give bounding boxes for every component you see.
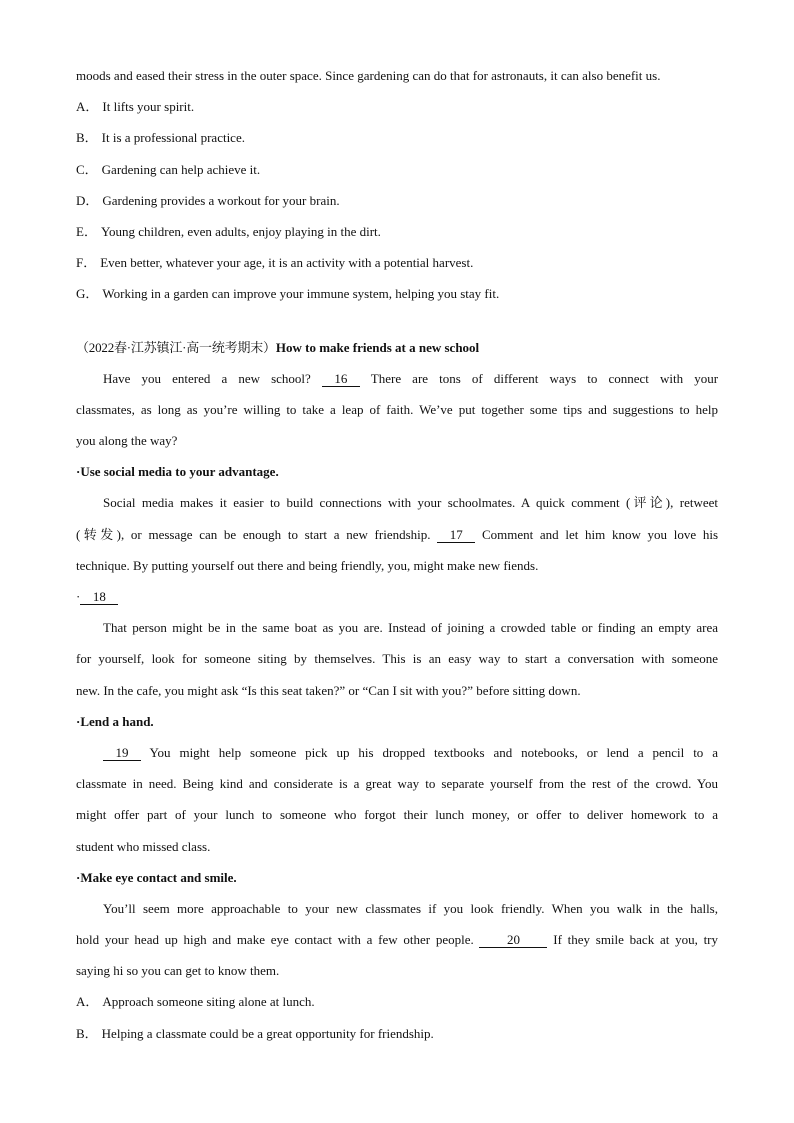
intro-text: There are tons of different ways to connect with your (370, 370, 718, 386)
intro-line-3: you along the way? (76, 433, 178, 449)
seat-line-1: That person might be in the same boat as you are. Instead of joining a crowded table or finding an empty area (103, 620, 718, 636)
social-text: Comment and let him know you love his (481, 526, 718, 542)
blank-20[interactable]: 20 (479, 932, 547, 948)
option-c (76, 154, 718, 185)
blank-17[interactable]: 17 (437, 527, 475, 543)
social-text: (转发), or message can be enough to start a new friendship. (76, 526, 431, 542)
option-label: D． (76, 192, 99, 208)
lend-line-2: classmate in need. Being kind and considerate is a great way to separate yourself from the rest of the crowd. You (76, 776, 718, 792)
lend-line-3: might offer part of your lunch to someone who forgot their lunch money, or offer to deliver homework to a (76, 807, 718, 823)
option-text: Gardening provides a workout for your brain. (102, 192, 340, 208)
eye-line-3: saying hi so you can get to know them. (76, 963, 280, 979)
option-e (76, 216, 718, 247)
bullet-dot: · (76, 589, 81, 604)
eye-text: If they smile back at you, try (553, 932, 718, 948)
option-text: Young children, even adults, enjoy playing in the dirt. (100, 223, 381, 239)
option-label: A． (76, 994, 99, 1010)
passage-heading (76, 332, 718, 363)
passage-source: （2022春·江苏镇江·高一统考期末） (76, 339, 276, 355)
subheading-eye-contact: ·Make eye contact and smile. (76, 869, 237, 885)
option-text: It lifts your spirit. (102, 99, 195, 115)
option-b (76, 122, 718, 153)
lend-line-1 (76, 737, 718, 768)
seat-line-3: new. In the cafe, you might ask “Is this seat taken?” or “Can I sit with you?” before sitting down. (76, 682, 581, 698)
option-label: G． (76, 286, 99, 302)
option-g (76, 278, 718, 309)
option-d (76, 185, 718, 216)
social-line-2 (76, 519, 718, 550)
option-text: Approach someone siting alone at lunch. (102, 994, 315, 1010)
document-page (76, 60, 718, 1049)
option-b (76, 1018, 718, 1049)
option-text: Gardening can help achieve it. (101, 161, 261, 177)
continued-passage-line: moods and eased their stress in the outer space. Since gardening can do that for astronauts, it can also benefit us. (76, 68, 661, 83)
social-line-3: technique. By putting yourself out there and being friendly, you, might make new fiends. (76, 557, 539, 573)
options-list-second (76, 986, 718, 1048)
option-text: Helping a classmate could be a great opportunity for friendship. (101, 1025, 434, 1041)
option-label: A． (76, 99, 99, 115)
option-text: Even better, whatever your age, it is an activity with a potential harvest. (100, 255, 474, 271)
option-f (76, 247, 718, 278)
option-text: Working in a garden can improve your immune system, helping you stay fit. (102, 286, 500, 302)
lend-text: You might help someone pick up his dropped textbooks and notebooks, or lend a pencil to a (149, 744, 718, 760)
intro-line-1 (76, 363, 718, 394)
subheading-social-media: ·Use social media to your advantage. (76, 464, 279, 480)
options-list-first (76, 91, 718, 309)
intro-text: Have you entered a new school? (103, 370, 311, 386)
option-text: It is a professional practice. (101, 130, 245, 146)
eye-line-2 (76, 924, 718, 955)
eye-text: hold your head up high and make eye contact with a few other people. (76, 932, 474, 948)
section-gap (76, 310, 718, 332)
passage-title: How to make friends at a new school (275, 339, 480, 355)
eye-line-1: You’ll seem more approachable to your new classmates if you look friendly. When you walk in the halls, (103, 900, 718, 916)
blank-16[interactable]: 16 (322, 371, 360, 387)
option-label: B． (76, 1025, 98, 1041)
lend-line-4: student who missed class. (76, 838, 211, 854)
option-label: F． (76, 255, 97, 271)
subheading-blank-18 (76, 581, 718, 612)
option-label: E． (76, 223, 97, 239)
option-a (76, 986, 718, 1017)
blank-18[interactable]: 18 (80, 589, 118, 605)
intro-line-2: classmates, as long as you’re willing to take a leap of faith. We’ve put together some tips and suggestions to help (76, 401, 718, 417)
seat-line-2: for yourself, look for someone siting by themselves. This is an easy way to start a conversation with someone (76, 651, 718, 667)
blank-19[interactable]: 19 (103, 745, 141, 761)
social-line-1: Social media makes it easier to build connections with your schoolmates. A quick comment (评论), retweet (103, 495, 718, 511)
option-label: B． (76, 130, 98, 146)
option-label: C． (76, 161, 98, 177)
option-a (76, 91, 718, 122)
subheading-lend-hand: ·Lend a hand. (76, 713, 154, 729)
